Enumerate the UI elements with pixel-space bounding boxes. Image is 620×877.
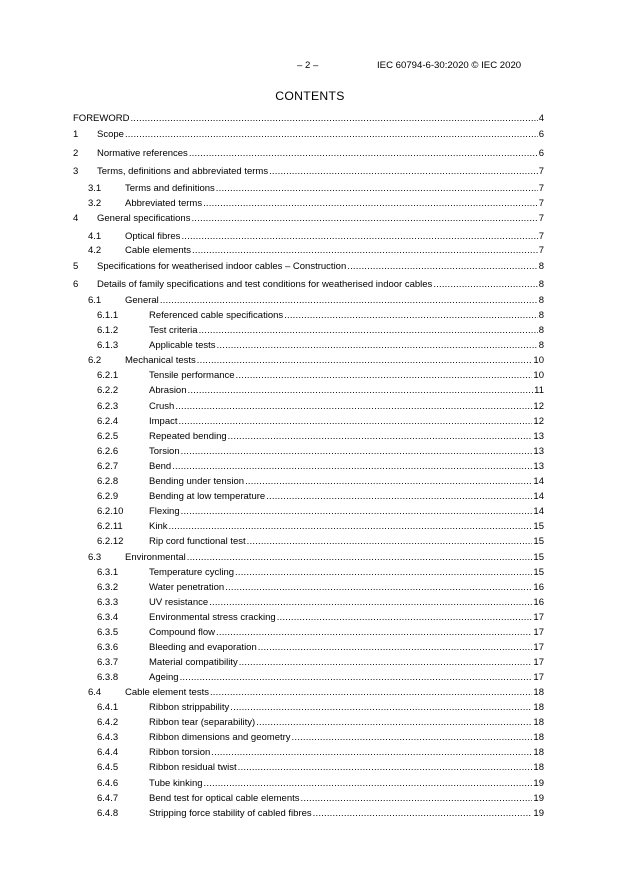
toc-entry-title: Terms, definitions and abbreviated terms <box>97 166 269 177</box>
toc-entry-page: 12 <box>533 401 544 412</box>
toc-entry[interactable] <box>73 597 544 609</box>
toc-entry-title: Test criteria <box>149 325 198 336</box>
toc-entry-number: 6.1 <box>88 295 102 306</box>
dot-leader <box>239 657 533 669</box>
toc-entry-number: 1 <box>73 129 79 140</box>
toc-entry-number: 6.3.4 <box>97 612 119 623</box>
toc-entry-page: 6 <box>538 148 544 159</box>
dot-leader <box>187 552 533 564</box>
toc-entry-title: Temperature cycling <box>149 567 235 578</box>
toc-entry-page: 14 <box>533 476 544 487</box>
toc-entry-number: 6.3.5 <box>97 627 119 638</box>
toc-entry-number: 5 <box>73 261 79 272</box>
toc-entry-number: 6.4 <box>88 687 102 698</box>
dot-leader <box>160 295 538 307</box>
toc-entry-page: 7 <box>538 198 544 209</box>
toc-entry[interactable] <box>73 521 544 533</box>
dot-leader <box>236 370 533 382</box>
toc-entry-page: 12 <box>533 416 544 427</box>
toc-entry-number: 3 <box>73 166 79 177</box>
toc-entry[interactable] <box>73 476 544 488</box>
toc-entry-page: 8 <box>538 310 544 321</box>
dot-leader <box>125 129 538 141</box>
toc-entry-title: Material compatibility <box>149 657 238 668</box>
toc-entry-number: 6.3.2 <box>97 582 119 593</box>
toc-entry-page: 18 <box>533 732 544 743</box>
toc-entry-title: Scope <box>97 129 124 140</box>
toc-entry[interactable] <box>73 808 544 820</box>
toc-entry[interactable] <box>73 717 544 729</box>
dot-leader <box>216 183 538 195</box>
toc-entry-page: 18 <box>533 717 544 728</box>
toc-entry-number: 6.2.10 <box>97 506 124 517</box>
toc-entry[interactable] <box>73 113 544 125</box>
dot-leader <box>180 672 533 684</box>
toc-entry[interactable] <box>73 213 544 225</box>
toc-entry[interactable] <box>73 672 544 684</box>
toc-entry-title: Mechanical tests <box>125 355 196 366</box>
toc-entry-page: 18 <box>533 762 544 773</box>
dot-leader <box>172 461 532 473</box>
toc-entry-title: Environmental <box>125 552 186 563</box>
dot-leader <box>258 642 533 654</box>
page-title: CONTENTS <box>275 89 345 103</box>
toc-entry[interactable] <box>73 582 544 594</box>
toc-entry-page: 14 <box>533 506 544 517</box>
toc-entry-page: 17 <box>533 657 544 668</box>
toc-entry-title: Abrasion <box>149 385 187 396</box>
dot-leader <box>225 582 532 594</box>
toc-entry-number: 4.1 <box>88 231 102 242</box>
toc-entry-number: 6.3.3 <box>97 597 119 608</box>
dot-leader <box>235 567 532 579</box>
toc-entry[interactable] <box>73 461 544 473</box>
toc-entry-title: Optical fibres <box>125 231 181 242</box>
page-header <box>0 60 620 74</box>
toc-entry-number: 6.2.11 <box>97 521 123 532</box>
dot-leader <box>130 113 537 125</box>
toc-entry[interactable] <box>73 310 544 322</box>
toc-entry-page: 17 <box>533 642 544 653</box>
toc-entry-number: 6.2.4 <box>97 416 119 427</box>
toc-entry-number: 6.2.8 <box>97 476 119 487</box>
toc-entry-page: 7 <box>538 213 544 224</box>
toc-entry[interactable] <box>73 552 544 564</box>
toc-entry[interactable] <box>73 506 544 518</box>
toc-entry-title: Terms and definitions <box>125 183 215 194</box>
toc-entry[interactable] <box>73 702 544 714</box>
toc-entry-page: 13 <box>533 461 544 472</box>
document-reference: IEC 60794-6-30:2020 © IEC 2020 <box>377 60 522 71</box>
toc-entry[interactable] <box>73 401 544 413</box>
toc-entry[interactable] <box>73 340 544 352</box>
toc-entry-page: 6 <box>538 129 544 140</box>
dot-leader <box>284 310 538 322</box>
toc-entry-number: 4 <box>73 213 79 224</box>
toc-entry-number: 6.2.9 <box>97 491 119 502</box>
toc-entry[interactable] <box>73 245 544 257</box>
toc-entry[interactable] <box>73 231 544 243</box>
dot-leader <box>266 491 532 503</box>
toc-entry-title: Bend test for optical cable elements <box>149 793 300 804</box>
toc-entry-page: 15 <box>533 536 544 547</box>
toc-entry[interactable] <box>73 642 544 654</box>
dot-leader <box>209 597 532 609</box>
toc-entry-title: Environmental stress cracking <box>149 612 276 623</box>
toc-entry-title: Repeated bending <box>149 431 227 442</box>
toc-entry-page: 18 <box>533 747 544 758</box>
toc-entry[interactable] <box>73 536 544 548</box>
toc-entry-title: Impact <box>149 416 178 427</box>
toc-entry[interactable] <box>73 687 544 699</box>
dot-leader <box>347 261 537 273</box>
toc-entry-page: 7 <box>538 245 544 256</box>
toc-entry-page: 16 <box>533 597 544 608</box>
toc-entry-title: Details of family specifications and test conditions for weatherised indoor cables <box>97 279 433 290</box>
toc-entry-page: 18 <box>533 687 544 698</box>
dot-leader <box>211 747 532 759</box>
toc-entry-page: 7 <box>538 183 544 194</box>
toc-entry-number: 6.4.5 <box>97 762 119 773</box>
toc-entry-number: 6.1.1 <box>97 310 119 321</box>
toc-entry[interactable] <box>73 778 544 790</box>
dot-leader <box>192 245 538 257</box>
toc-entry-page: 19 <box>533 808 544 819</box>
dot-leader <box>269 166 538 178</box>
dot-leader <box>181 231 537 243</box>
toc-entry-page: 15 <box>533 521 544 532</box>
toc-entry-number: 6 <box>73 279 79 290</box>
toc-entry-number: 6.1.3 <box>97 340 119 351</box>
toc-entry-number: 4.2 <box>88 245 102 256</box>
toc-entry-page: 8 <box>538 261 544 272</box>
dot-leader <box>230 702 532 714</box>
toc-entry[interactable] <box>73 657 544 669</box>
toc-entry-number: 6.2.3 <box>97 401 119 412</box>
toc-entry[interactable] <box>73 612 544 624</box>
dot-leader <box>217 340 538 352</box>
toc-entry[interactable] <box>73 148 544 160</box>
toc-entry-title: Ribbon strippability <box>149 702 230 713</box>
toc-entry-title: General specifications <box>97 213 191 224</box>
toc-entry[interactable] <box>73 325 544 337</box>
toc-entry-number: 3.2 <box>88 198 102 209</box>
toc-entry-number: 6.2 <box>88 355 102 366</box>
toc-entry-title: Specifications for weatherised indoor cables – Construction <box>97 261 347 272</box>
toc-entry-number: 6.1.2 <box>97 325 119 336</box>
toc-entry[interactable] <box>73 416 544 428</box>
dot-leader <box>245 476 532 488</box>
toc-entry[interactable] <box>73 129 544 141</box>
toc-entry-title: Normative references <box>97 148 188 159</box>
toc-entry-title: Bending at low temperature <box>149 491 266 502</box>
dot-leader <box>301 793 533 805</box>
toc-entry-number: 6.2.6 <box>97 446 119 457</box>
toc-entry-title: General <box>125 295 159 306</box>
toc-entry[interactable] <box>73 385 544 397</box>
toc-entry-page: 4 <box>538 113 544 124</box>
toc-entry-page: 13 <box>533 431 544 442</box>
toc-entry[interactable] <box>73 295 544 307</box>
toc-entry-number: 6.3.1 <box>97 567 119 578</box>
toc-entry-title: Rip cord functional test <box>149 536 246 547</box>
toc-entry-page: 17 <box>533 612 544 623</box>
toc-entry-number: 6.4.4 <box>97 747 119 758</box>
toc-entry-title: Cable element tests <box>125 687 209 698</box>
dot-leader <box>199 325 538 337</box>
toc-entry-title: Torsion <box>149 446 180 457</box>
dot-leader <box>191 213 537 225</box>
toc-entry-number: 6.3.8 <box>97 672 119 683</box>
toc-entry-title: Ageing <box>149 672 179 683</box>
toc-entry[interactable] <box>73 793 544 805</box>
toc-entry[interactable] <box>73 567 544 579</box>
toc-entry-title: FOREWORD <box>73 113 130 124</box>
toc-entry-number: 3.1 <box>88 183 102 194</box>
toc-entry[interactable] <box>73 491 544 503</box>
toc-entry-title: Flexing <box>149 506 180 517</box>
toc-entry-page: 17 <box>533 672 544 683</box>
toc-entry-page: 15 <box>533 567 544 578</box>
toc-entry-title: Water penetration <box>149 582 225 593</box>
toc-entry-title: UV resistance <box>149 597 209 608</box>
toc-entry-number: 6.3 <box>88 552 102 563</box>
toc-entry[interactable] <box>73 166 544 178</box>
toc-entry-page: 7 <box>538 166 544 177</box>
toc-entry-number: 6.4.3 <box>97 732 119 743</box>
toc-entry-number: 6.2.7 <box>97 461 119 472</box>
toc-entry-title: Ribbon torsion <box>149 747 211 758</box>
dot-leader <box>179 416 533 428</box>
toc-entry-page: 16 <box>533 582 544 593</box>
toc-entry-page: 19 <box>533 793 544 804</box>
dot-leader <box>197 355 533 367</box>
toc-entry-title: Kink <box>149 521 168 532</box>
toc-entry[interactable] <box>73 431 544 443</box>
toc-entry-page: 10 <box>533 370 544 381</box>
dot-leader <box>256 717 532 729</box>
toc-entry-page: 8 <box>538 340 544 351</box>
toc-entry-page: 8 <box>538 325 544 336</box>
toc-entry-number: 6.4.1 <box>97 702 119 713</box>
toc-entry-page: 8 <box>538 279 544 290</box>
toc-entry-title: Stripping force stability of cabled fibres <box>149 808 312 819</box>
toc-entry[interactable] <box>73 261 544 273</box>
toc-entry-title: Crush <box>149 401 175 412</box>
toc-entry-title: Referenced cable specifications <box>149 310 284 321</box>
toc-entry-title: Ribbon dimensions and geometry <box>149 732 291 743</box>
toc-entry-page: 8 <box>538 295 544 306</box>
toc-entry[interactable] <box>73 627 544 639</box>
toc-entry-title: Bleeding and evaporation <box>149 642 257 653</box>
toc-entry[interactable] <box>73 279 544 291</box>
page-number: – 2 – <box>297 60 319 71</box>
dot-leader <box>188 385 534 397</box>
dot-leader <box>292 732 533 744</box>
toc-entry-number: 6.4.7 <box>97 793 119 804</box>
toc-entry[interactable] <box>73 732 544 744</box>
toc-entry-page: 19 <box>533 778 544 789</box>
dot-leader <box>277 612 533 624</box>
dot-leader <box>313 808 533 820</box>
dot-leader <box>433 279 537 291</box>
toc-entry-number: 6.4.2 <box>97 717 119 728</box>
toc-entry[interactable] <box>73 183 544 195</box>
toc-entry-title: Ribbon residual twist <box>149 762 237 773</box>
toc-entry-title: Abbreviated terms <box>125 198 203 209</box>
toc-entry[interactable] <box>73 747 544 759</box>
toc-entry[interactable] <box>73 198 544 210</box>
toc-entry-number: 2 <box>73 148 79 159</box>
toc-entry-title: Tensile performance <box>149 370 235 381</box>
toc-entry[interactable] <box>73 355 544 367</box>
toc-entry-title: Cable elements <box>125 245 192 256</box>
toc-entry-title: Bend <box>149 461 172 472</box>
toc-entry-page: 14 <box>533 491 544 502</box>
dot-leader <box>189 148 538 160</box>
dot-leader <box>210 687 532 699</box>
toc-entry-number: 6.3.7 <box>97 657 119 668</box>
toc-entry[interactable] <box>73 762 544 774</box>
toc-entry-number: 6.2.12 <box>97 536 124 547</box>
toc-entry-title: Compound flow <box>149 627 216 638</box>
toc-entry-page: 7 <box>538 231 544 242</box>
dot-leader <box>238 762 533 774</box>
dot-leader <box>216 627 532 639</box>
toc-entry-page: 11 <box>534 385 544 396</box>
toc-entry-title: Tube kinking <box>149 778 203 789</box>
dot-leader <box>175 401 532 413</box>
toc-entry-number: 6.4.8 <box>97 808 119 819</box>
toc-entry-number: 6.2.1 <box>97 370 119 381</box>
dot-leader <box>181 446 533 458</box>
dot-leader <box>247 536 533 548</box>
toc-entry-page: 18 <box>533 702 544 713</box>
toc-entry-number: 6.3.6 <box>97 642 119 653</box>
toc-entry-page: 17 <box>533 627 544 638</box>
toc-entry-page: 15 <box>533 552 544 563</box>
dot-leader <box>168 521 532 533</box>
dot-leader <box>203 198 538 210</box>
toc-entry-title: Applicable tests <box>149 340 216 351</box>
toc-entry-number: 6.4.6 <box>97 778 119 789</box>
toc-entry-page: 10 <box>533 355 544 366</box>
toc-entry-title: Bending under tension <box>149 476 245 487</box>
toc-entry-title: Ribbon tear (separability) <box>149 717 256 728</box>
dot-leader <box>181 506 533 518</box>
dot-leader <box>228 431 533 443</box>
dot-leader <box>204 778 533 790</box>
toc-entry-page: 13 <box>533 446 544 457</box>
toc-entry-number: 6.2.2 <box>97 385 119 396</box>
toc-entry[interactable] <box>73 370 544 382</box>
toc-entry[interactable] <box>73 446 544 458</box>
toc-entry-number: 6.2.5 <box>97 431 119 442</box>
